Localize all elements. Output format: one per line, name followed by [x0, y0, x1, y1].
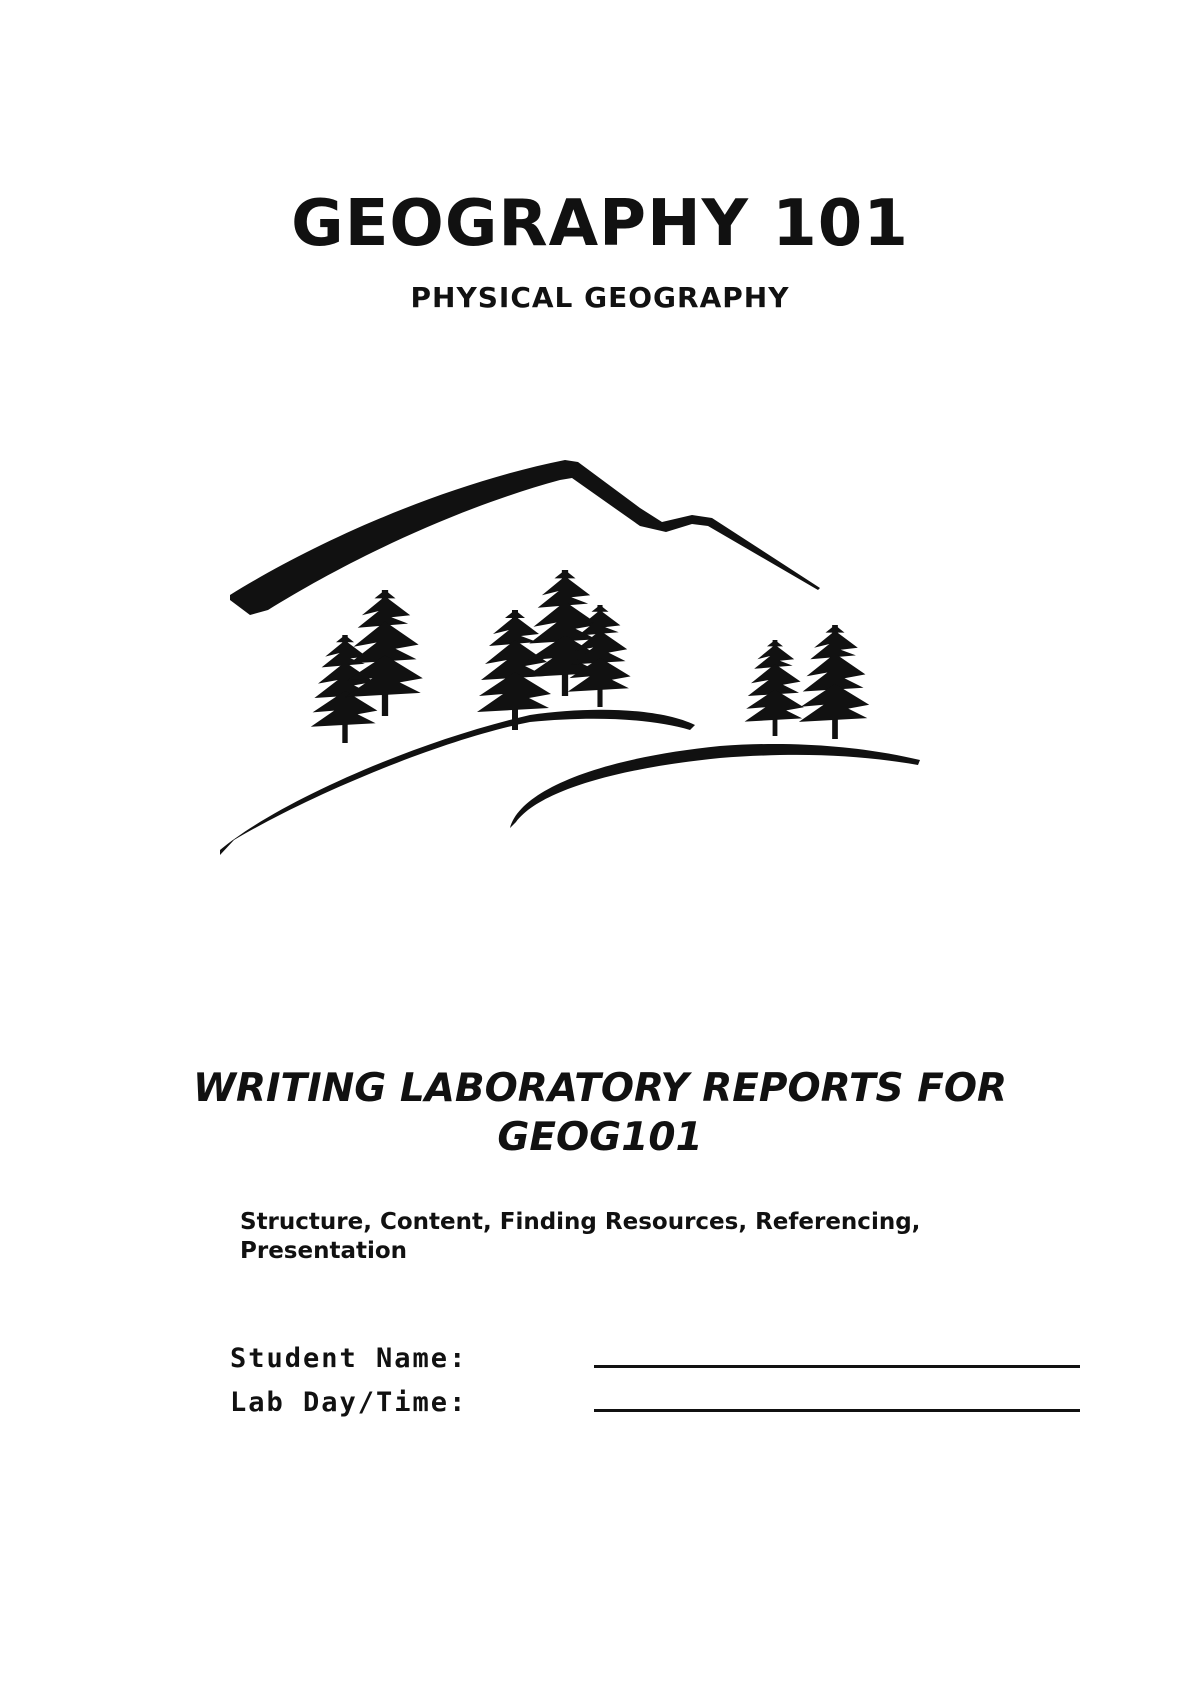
report-topics: Structure, Content, Finding Resources, Referencing, Presentation — [240, 1209, 921, 1264]
report-title: WRITING LABORATORY REPORTS FOR GEOG101 — [192, 1066, 1008, 1160]
lab-time-field[interactable] — [594, 1409, 1080, 1412]
student-name-label: Student Name: — [230, 1343, 468, 1374]
student-name-row — [230, 1345, 1080, 1385]
course-subtitle: PHYSICAL GEOGRAPHY — [410, 281, 790, 314]
lab-time-label: Lab Day/Time: — [230, 1387, 468, 1418]
mountain-with-trees-icon — [220, 460, 990, 880]
lab-time-row — [230, 1389, 1080, 1429]
course-title: GEOGRAPHY 101 — [291, 187, 909, 261]
student-name-field[interactable] — [594, 1365, 1080, 1368]
